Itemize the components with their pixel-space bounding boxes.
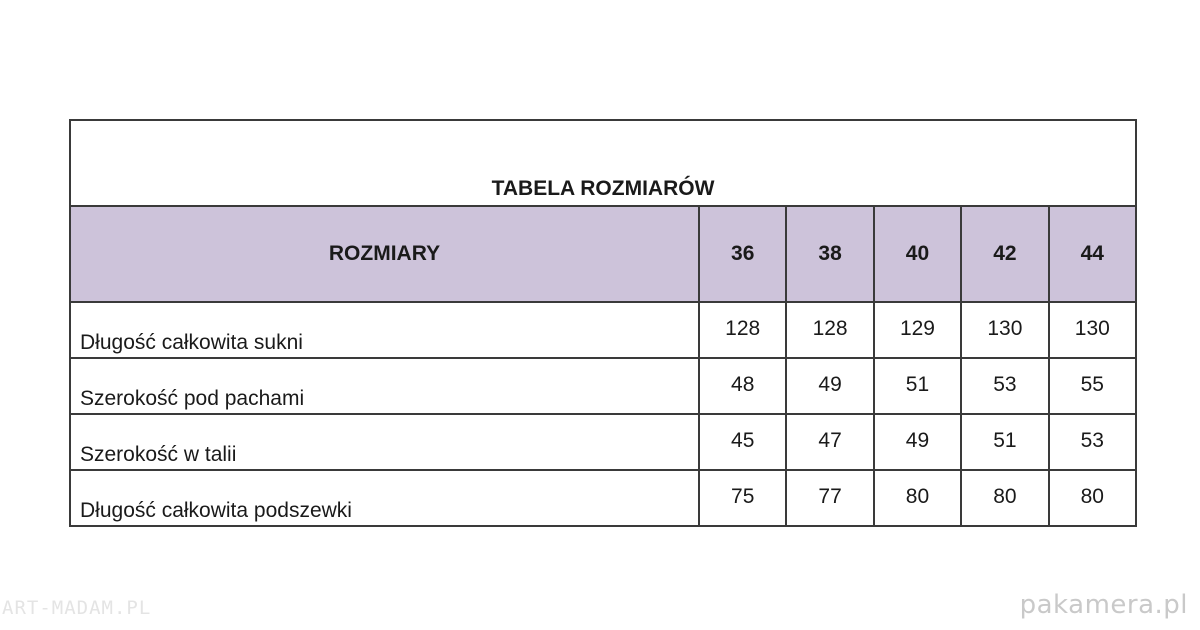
watermark-left: ART-MADAM.PL [2, 597, 152, 619]
row-value: 45 [699, 414, 786, 470]
size-header: 38 [786, 206, 873, 302]
size-header: 42 [961, 206, 1048, 302]
row-value: 55 [1049, 358, 1136, 414]
row-value: 75 [699, 470, 786, 526]
row-value: 53 [961, 358, 1048, 414]
size-chart-table [69, 119, 1137, 527]
row-value: 53 [1049, 414, 1136, 470]
row-label: Szerokość w talii [70, 414, 699, 470]
size-header: 36 [699, 206, 786, 302]
header-row [70, 206, 1136, 302]
size-header: 40 [874, 206, 961, 302]
row-value: 49 [786, 358, 873, 414]
size-header: 44 [1049, 206, 1136, 302]
row-value: 48 [699, 358, 786, 414]
row-value: 130 [1049, 302, 1136, 358]
row-value: 130 [961, 302, 1048, 358]
header-label: ROZMIARY [70, 206, 699, 302]
row-value: 51 [961, 414, 1048, 470]
row-label: Długość całkowita podszewki [70, 470, 699, 526]
row-value: 47 [786, 414, 873, 470]
row-value: 129 [874, 302, 961, 358]
row-value: 80 [1049, 470, 1136, 526]
row-value: 51 [874, 358, 961, 414]
row-label: Szerokość pod pachami [70, 358, 699, 414]
table-row [70, 358, 1136, 414]
row-value: 128 [786, 302, 873, 358]
row-value: 77 [786, 470, 873, 526]
table-row [70, 470, 1136, 526]
row-label: Długość całkowita sukni [70, 302, 699, 358]
row-value: 80 [961, 470, 1048, 526]
row-value: 49 [874, 414, 961, 470]
table-row [70, 414, 1136, 470]
watermark-right: pakamera.pl [1019, 590, 1188, 620]
row-value: 128 [699, 302, 786, 358]
row-value: 80 [874, 470, 961, 526]
table-row [70, 302, 1136, 358]
table-title: TABELA ROZMIARÓW [70, 120, 1136, 206]
